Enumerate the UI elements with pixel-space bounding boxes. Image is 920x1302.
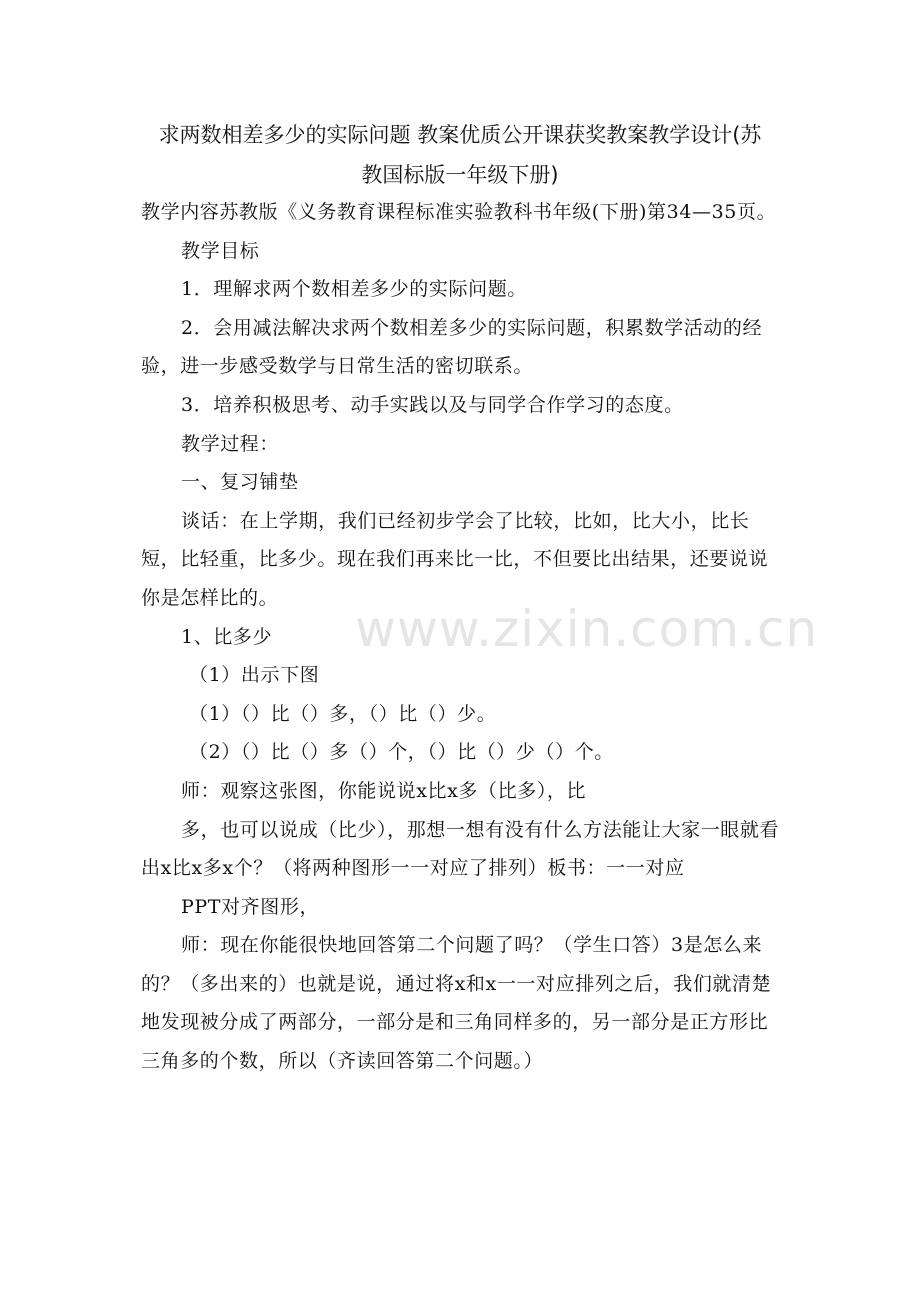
document-title (130, 115, 790, 195)
paragraph-goal-1: 1．理解求两个数相差多少的实际问题。 (181, 278, 527, 301)
title-line-2: 教国标版一年级下册) (361, 163, 559, 187)
heading-teaching-process: 教学过程： (181, 432, 280, 455)
paragraph-teaching-content: 教学内容苏教版《义务教育课程标准实验教科书年级(下册)第34—35页。 (141, 201, 777, 223)
heading-compare: 1、比多少 (181, 625, 273, 648)
heading-teaching-goals: 教学目标 (181, 239, 260, 262)
list-item-question-1: （1）（）比（）多，（）比（）少。 (189, 702, 497, 725)
heading-review: 一、复习铺垫 (181, 471, 299, 494)
paragraph-talk: 谈话：在上学期，我们已经初步学会了比较，比如，比大小，比长短，比轻重，比多少。现在我们再来比一比，不但要比出结果，还要说说你是怎样比的。 (141, 509, 769, 609)
paragraph-goal-3: 3．培养积极思考、动手实践以及与同学合作学习的态度。 (181, 393, 684, 416)
paragraph-teacher-observe: 师：观察这张图，你能说说x比x多（比多），比 (181, 779, 587, 802)
watermark-text: www.zixin.com.cn (355, 600, 819, 658)
paragraph-goal-2: 2．会用减法解决求两个数相差多少的实际问题，积累数学活动的经验，进一步感受数学与日常生活的密切联系。 (141, 316, 763, 378)
title-line-1: 求两数相差多少的实际问题 教案优质公开课获奖教案教学设计(苏 (158, 123, 762, 147)
list-item-show-figure: （1）出示下图 (189, 664, 320, 687)
paragraph-teacher-answer: 师：现在你能很快地回答第二个问题了吗？（学生口答）3是怎么来的？（多出来的）也就是说，通过将x和x一一对应排列之后，我们就清楚地发现被分成了两部分，一部分是和三角同样多的，另一部分是正方形比三角多的个数，所以（齐读回答第二个问题。） (141, 934, 772, 1073)
paragraph-ppt: PPT对齐图形， (181, 895, 320, 918)
paragraph-one-to-one: 多，也可以说成（比少），那想一想有没有什么方法能让大家一眼就看出x比x多x个？（将两种图形一一对应了排列）板书：一一对应 (141, 818, 780, 880)
list-item-question-2: （2）（）比（）多（）个，（）比（）少（）个。 (189, 741, 614, 764)
document-body (141, 193, 783, 1081)
